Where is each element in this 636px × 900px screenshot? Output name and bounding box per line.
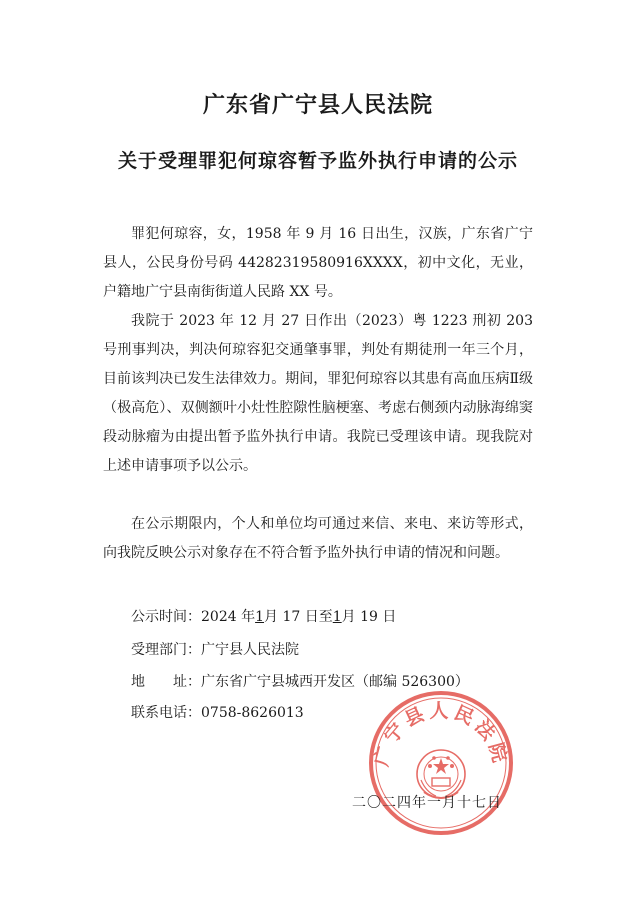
address-label: 地 址：	[131, 674, 201, 690]
notice-period-label: 公示时间：	[131, 609, 201, 625]
phone-value: 0758-8626013	[201, 705, 304, 721]
paragraph-judgment: 我院于 2023 年 12 月 27 日作出（2023）粤 1223 刑初 203 号刑事判决，判决何琼容犯交通肇事罪，判处有期徒刑一年三个月，目前该判决已发生法律效力。期间，罪犯何琼容以其患有高血压病Ⅱ级（极高危）、双侧额叶小灶性腔隙性脑梗塞、考虑右侧颈内动脉海绵窦段动脉瘤为由提出暂予监外执行申请。我院已受理该申请。现我院对上述申请事项予以公示。	[103, 313, 533, 474]
notice-period-middle: 月 17 日至	[264, 609, 333, 625]
paragraph-block-3	[103, 510, 533, 568]
address-value: 广东省广宁县城西开发区（邮编 526300）	[201, 674, 469, 690]
emblem-stars-icon	[428, 756, 454, 774]
document-title: 关于受理罪犯何琼容暂予监外执行申请的公示	[117, 150, 518, 172]
paragraph-feedback: 在公示期限内，个人和单位均可通过来信、来电、来访等形式，向我院反映公示对象存在不符合暂予监外执行申请的情况和问题。	[103, 516, 533, 561]
notice-period-end: 月 19 日	[341, 609, 397, 625]
svg-text:广宁县人民法院: 广宁县人民法院	[370, 700, 512, 769]
department-value: 广宁县人民法院	[201, 642, 299, 658]
phone-label: 联系电话：	[131, 705, 201, 721]
notice-period-start-month: 1	[255, 609, 265, 625]
department-label: 受理部门：	[131, 642, 201, 658]
paragraph-block-1	[103, 220, 533, 307]
notice-period-year: 2024 年	[201, 609, 256, 625]
notice-period-end-month: 1	[332, 609, 342, 625]
paragraph-offender-info: 罪犯何琼容，女，1958 年 9 月 16 日出生，汉族，广东省广宁县人，公民身份号码 44282319580916XXXX，初中文化，无业，户籍地广宁县南街街道人民路 XX 号。	[103, 226, 533, 300]
department-line	[131, 640, 299, 660]
paragraph-block-2	[103, 307, 533, 481]
phone-line	[131, 703, 304, 723]
court-seal	[366, 688, 516, 838]
court-name-heading: 广东省广宁县人民法院	[202, 93, 433, 118]
signing-date: 二〇二四年一月十七日	[352, 795, 502, 811]
notice-period-line	[131, 607, 396, 627]
national-emblem-icon	[417, 750, 465, 798]
